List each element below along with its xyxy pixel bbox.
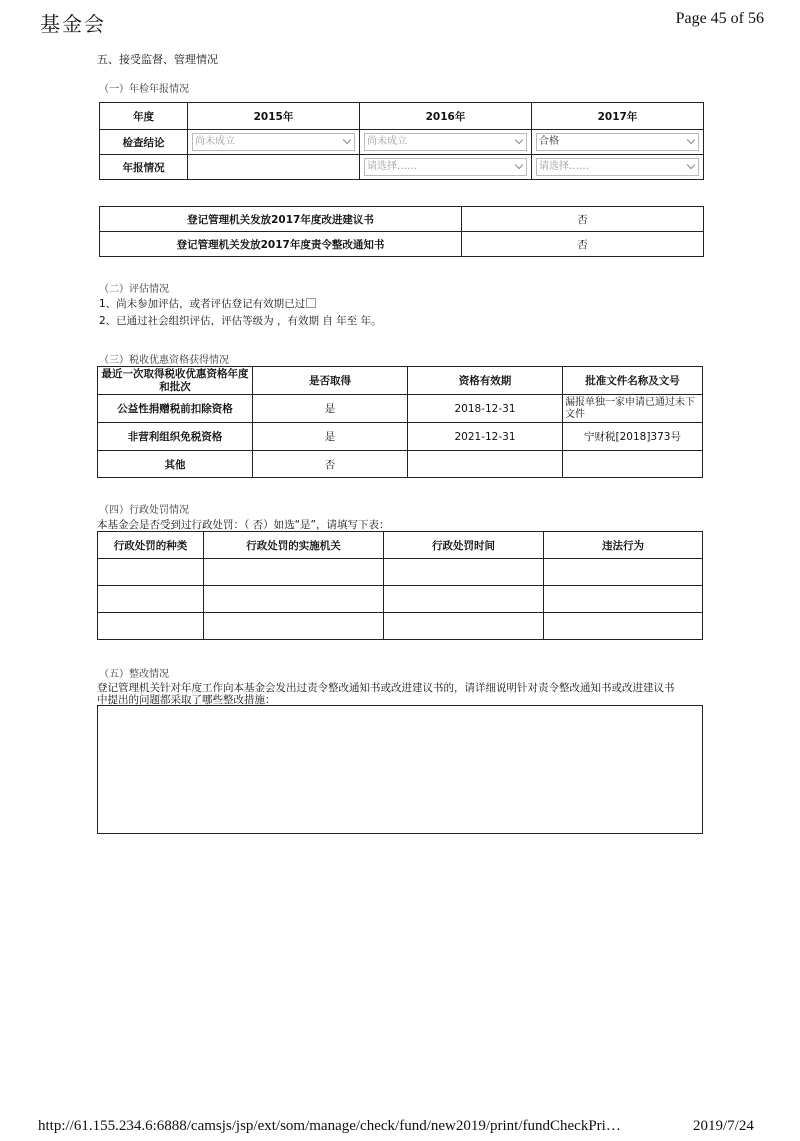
footer-date: 2019/7/24 [693, 1118, 754, 1134]
tax-name: 非营利组织免税资格 [98, 423, 253, 451]
table-row [98, 586, 703, 613]
check-value-2015: 尚未成立 [195, 136, 235, 147]
tax-subtitle: （三）税收优惠资格获得情况 [99, 355, 229, 366]
penalty-question: 本基金会是否受到过行政处罚：（ 否）如选“是”，请填写下表： [97, 519, 390, 531]
penalty-cell[interactable] [98, 613, 204, 640]
year-2017: 2017年 [532, 103, 704, 130]
year-2015: 2015年 [188, 103, 360, 130]
tax-name: 其他 [98, 451, 253, 478]
report-label: 年报情况 [100, 155, 188, 180]
penalty-header-type: 行政处罚的种类 [98, 532, 204, 559]
penalty-cell[interactable] [98, 586, 204, 613]
check-select-2016[interactable] [364, 133, 527, 151]
chevron-down-icon [687, 161, 695, 169]
report-value-2017: 请选择…… [539, 161, 589, 172]
penalty-cell[interactable] [384, 613, 544, 640]
check-select-2015[interactable] [192, 133, 355, 151]
penalty-cell[interactable] [544, 586, 703, 613]
table-row [98, 613, 703, 640]
penalty-cell[interactable] [544, 559, 703, 586]
penalty-cell[interactable] [204, 586, 384, 613]
report-select-2016[interactable] [364, 158, 527, 176]
notice-table [99, 206, 704, 257]
tax-valid: 2021-12-31 [408, 423, 563, 451]
year-2016: 2016年 [360, 103, 532, 130]
rectify-notice-value: 否 [462, 232, 704, 257]
annual-subtitle: （一）年检年报情况 [99, 84, 189, 95]
penalty-header-time: 行政处罚时间 [384, 532, 544, 559]
penalty-cell[interactable] [204, 613, 384, 640]
table-row [98, 559, 703, 586]
chevron-down-icon [343, 136, 351, 144]
tax-doc: 宁财税[2018]373号 [563, 423, 703, 451]
footer-url: http://61.155.234.6:6888/camsjs/jsp/ext/som/manage/check/fund/new2019/print/fundCheckPri… [38, 1118, 621, 1134]
tax-doc: 漏报单独一家申请已通过未下文件 [563, 395, 703, 423]
tax-header-doc: 批准文件名称及文号 [563, 367, 703, 395]
rectify-textarea[interactable] [97, 705, 703, 834]
section-title: 五、接受监督、管理情况 [97, 53, 218, 66]
tax-table [97, 366, 703, 478]
penalty-header-violation: 违法行为 [544, 532, 703, 559]
annual-check-table [99, 102, 704, 180]
tax-valid: 2018-12-31 [408, 395, 563, 423]
tax-obtained: 否 [253, 451, 408, 478]
penalty-cell[interactable] [384, 559, 544, 586]
report-value-2016: 请选择…… [367, 161, 417, 172]
penalty-cell[interactable] [204, 559, 384, 586]
penalty-subtitle: （四）行政处罚情况 [99, 505, 189, 516]
evaluation-checkbox[interactable] [306, 298, 316, 308]
evaluation-line-1 [99, 296, 316, 311]
tax-valid [408, 451, 563, 478]
year-header: 年度 [100, 103, 188, 130]
tax-header-year: 最近一次取得税收优惠资格年度和批次 [98, 367, 253, 395]
check-label: 检查结论 [100, 130, 188, 155]
rectify-description-2: 中提出的问题都采取了哪些整改措施： [97, 694, 276, 706]
report-value-2015 [188, 155, 360, 180]
penalty-cell[interactable] [98, 559, 204, 586]
evaluation-subtitle: （二）评估情况 [99, 284, 169, 295]
check-select-2017[interactable] [536, 133, 699, 151]
tax-name: 公益性捐赠税前扣除资格 [98, 395, 253, 423]
tax-doc [563, 451, 703, 478]
rectify-subtitle: （五）整改情况 [99, 669, 169, 680]
chevron-down-icon [687, 136, 695, 144]
header-title: 基金会 [40, 12, 106, 36]
page-number: Page 45 of 56 [675, 10, 764, 27]
evaluation-line-2: 2、已通过社会组织评估，评估等级为 ，有效期 自 年至 年。 [99, 315, 382, 327]
table-row [98, 423, 703, 451]
check-value-2017: 合格 [539, 136, 559, 147]
tax-header-valid: 资格有效期 [408, 367, 563, 395]
penalty-table [97, 531, 703, 640]
rectify-notice-label: 登记管理机关发放2017年度责令整改通知书 [100, 232, 462, 257]
penalty-cell[interactable] [384, 586, 544, 613]
table-row [98, 451, 703, 478]
tax-header-obtained: 是否取得 [253, 367, 408, 395]
penalty-cell[interactable] [544, 613, 703, 640]
report-select-2017[interactable] [536, 158, 699, 176]
check-value-2016: 尚未成立 [367, 136, 407, 147]
rectify-description-1: 登记管理机关针对年度工作向本基金会发出过责令整改通知书或改进建议书的，请详细说明针对责令整改通知书或改进建议书 [97, 682, 675, 694]
tax-obtained: 是 [253, 423, 408, 451]
penalty-header-agency: 行政处罚的实施机关 [204, 532, 384, 559]
evaluation-line-1-text: 1、尚未参加评估，或者评估登记有效期已过 [99, 298, 306, 310]
table-row [98, 395, 703, 423]
tax-obtained: 是 [253, 395, 408, 423]
chevron-down-icon [515, 161, 523, 169]
improve-advice-value: 否 [462, 207, 704, 232]
improve-advice-label: 登记管理机关发放2017年度改进建议书 [100, 207, 462, 232]
chevron-down-icon [515, 136, 523, 144]
